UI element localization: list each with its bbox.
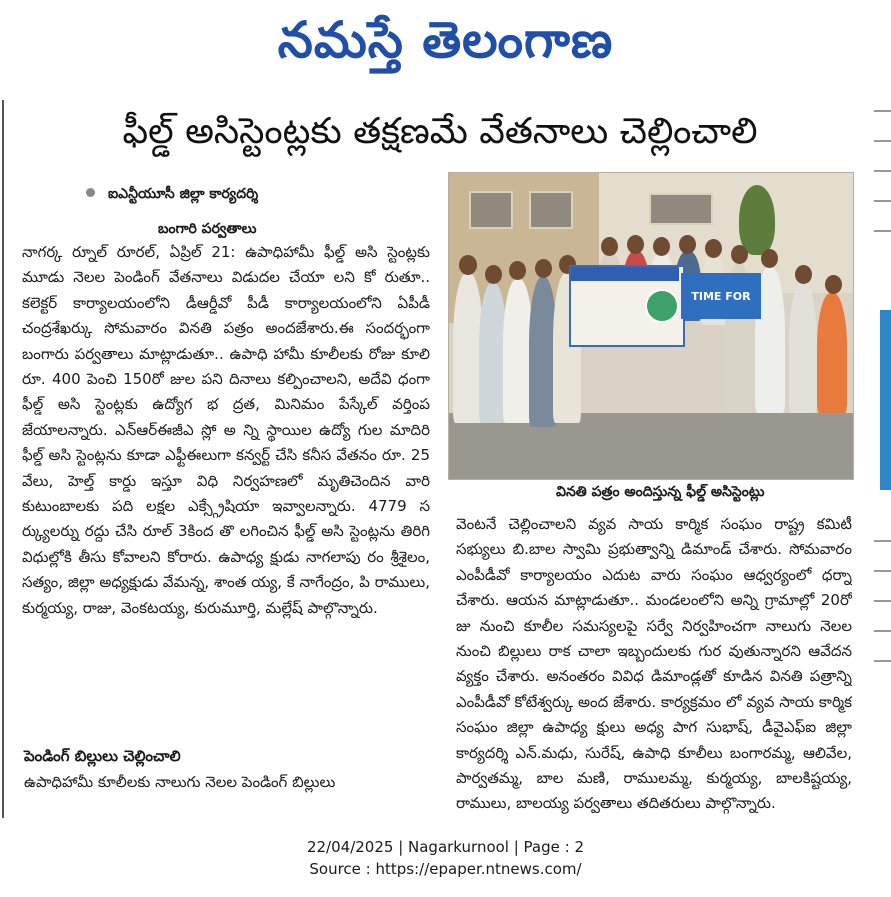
photo-person-head: [825, 275, 842, 294]
photo-person-head: [705, 239, 722, 258]
adjacent-text-fragment: [874, 540, 891, 542]
adjacent-text-fragment: [874, 630, 891, 632]
newspaper-logo: నమస్తే తెలంగాణ: [277, 10, 614, 69]
photo-person-head: [627, 235, 644, 254]
adjacent-text-fragment: [874, 170, 891, 172]
banner-stripe: [571, 267, 679, 281]
adjacent-photo-fragment: [880, 310, 891, 490]
news-photo: [448, 172, 854, 480]
article-body-left: నాగర్క ర్నూల్ రూరల్, ఏప్రిల్ 21: ఉపాధిహామీ ఫీల్డ్ అసి స్టెంట్లకు మూడు నెలల పెండింగ్ వేతనాలు విడుదల చేయా లని కో రుతూ.. కలెక్టర్ కార్యాలయంలోని డీఆర్డీవో పీడీ కార్యాలయంలోని ఏపీడీ చంద్రశేఖర్కు సోమవారం వినతి పత్రం అందజేశారు.ఈ సందర్భంగా బంగారు పర్వతాలు మాట్లాడుతూ.. ఉపాధి హామీ కూలీలకు రోజు కూలి రూ. 400 పెంచి 150రో జుల పని దినాలు కల్పించాలని, అదేవి ధంగా ఫీల్డ్ అసి స్టెంట్లకు ఉద్యోగ భ ద్రత, మినిమం పేస్కేల్ వర్తింప జేయాలన్నారు. ఎన్ఆర్ఈజీఎ స్లో అ న్ని స్థాయిల ఉద్యో గుల మాదిరి ఫీల్డ్ అసి స్టెంట్లను కూడా ఎఫ్టీఈలుగా కన్వర్ట్ చేసి కనీస వేతనం రూ. 25 వేలు, హెల్త్ కార్డు ఇస్తూ విధి నిర్వహణలో మృతిచెందిన వారి కుటుంబాలకు పది లక్షల ఎక్స్గ్రేషియా ఇవ్వాలన్నారు. 4779 స ర్క్యులర్ను రద్దు చేసి రూల్ 3కింద తొ లగించిన ఫీల్డ్ అసి స్టెంట్లను తిరిగి విధుల్లోకి తీసు కోవాలని కోరారు. ఉపాధ్య క్షుడు నాగలాపు రం శ్రీశైలం, సత్యం, జిల్లా అధ్యక్షుడు వేమన్న, శాంత య్య, కే నాగేంద్రం, పి రాములు, కుర్మయ్య, రాజు, వెంకటయ్య, కురుమూర్తి, మల్లేష్ పాల్గొన్నారు.: [22, 243, 430, 617]
photo-person-head: [485, 265, 502, 284]
photo-person: [817, 293, 847, 413]
photo-person-head: [535, 259, 552, 278]
footer-source[interactable]: Source : https://epaper.ntnews.com/: [309, 860, 582, 878]
article-subhead: పెండింగ్ బిల్లులు చెల్లించాలి: [24, 747, 181, 765]
protest-banner: [569, 265, 685, 347]
footer-edition-info: 22/04/2025 | Nagarkurnool | Page : 2: [306, 838, 585, 856]
article-headline: ఫీల్డ్ అసిస్టెంట్లకు తక్షణమే వేతనాలు చెల్లించాలి: [122, 111, 758, 152]
adjacent-text-fragment: [874, 660, 891, 662]
adjacent-clipping-edge: [870, 100, 891, 818]
masthead: [0, 0, 891, 92]
photo-window: [469, 191, 513, 229]
author-name: బంగారి పర్వతాలు: [158, 221, 257, 237]
photo-person-head: [731, 245, 748, 264]
photo-person-head: [761, 249, 778, 268]
adjacent-text-fragment: [874, 140, 891, 142]
column-rule: [2, 100, 4, 818]
photo-person-head: [601, 237, 618, 256]
photo-caption: వినతి పత్రం అందిస్తున్న ఫీల్డ్ అసిస్టెంట్లు: [556, 484, 765, 500]
bullet-icon: [86, 188, 95, 197]
photo-person: [789, 283, 817, 413]
photo-person-head: [795, 265, 812, 284]
page-footer: [0, 836, 891, 880]
banner-text: TIME FOR: [691, 289, 751, 303]
photo-person-head: [653, 237, 670, 256]
union-logo-icon: [645, 289, 679, 323]
adjacent-text-fragment: [874, 200, 891, 202]
article-body-right: వెంటనే చెల్లించాలని వ్యవ సాయ కార్మిక సంఘం రాష్ట్ర కమిటీ సభ్యులు బి.బాల స్వామి ప్రభుత్వాన్ని డిమాండ్ చేశారు. సోమవారం ఎంపీడీవో కార్యాలయం ఎదుట వారు సంఘం ఆధ్వర్యంలో ధర్నా చేశారు. ఆయన మాట్లాడుతూ.. మండలంలోని అన్ని గ్రామాల్లో 20రో జు నుంచి కూలీల సమస్యలపై సర్వే నిర్వహించగా నాలుగు నెలల నుంచి బిల్లులు రాక చాలా ఇబ్బందులకు గుర వుతున్నారని ఆవేదన వ్యక్తం చేశారు. అనంతరం వివిధ డిమాండ్లతో కూడిన వినతి పత్రాన్ని ఎంపీడీవో కోటేశ్వర్కు అంద జేశారు. కార్యక్రమం లో వ్యవ సాయ కార్మిక సంఘం జిల్లా ఉపాధ్య క్షులు అధ్య పాగ సుభాష్, డీవైఎఫ్ఐ జిల్లా కార్యదర్శి ఎన్.మధు, సురేష్, ఉపాధి కూలీలు బంగారమ్మ, ఆలివేల, పార్వతమ్మ, బాల మణి, రాములమ్మ, కుర్మయ్య, బాలకిష్టయ్య, రాములు, బాలయ్య పర్వతాలు తదితరులు పాల్గొన్నారు.: [456, 515, 852, 813]
adjacent-text-fragment: [874, 110, 891, 112]
photo-person-head: [509, 261, 526, 280]
photo-window: [529, 191, 573, 229]
photo-window: [649, 193, 713, 225]
adjacent-text-fragment: [874, 600, 891, 602]
byline: ఐఎన్టీయూసీ జిల్లా కార్యదర్శి: [108, 186, 259, 202]
adjacent-text-fragment: [874, 570, 891, 572]
photo-person-head: [459, 255, 477, 275]
article-clipping: [8, 100, 858, 818]
article-body-left-continued: ఉపాధిహామీ కూలీలకు నాలుగు నెలల పెండింగ్ బిల్లులు: [24, 773, 336, 791]
photo-person-head: [679, 235, 696, 254]
adjacent-text-fragment: [874, 230, 891, 232]
protest-banner-blue: [681, 273, 761, 319]
